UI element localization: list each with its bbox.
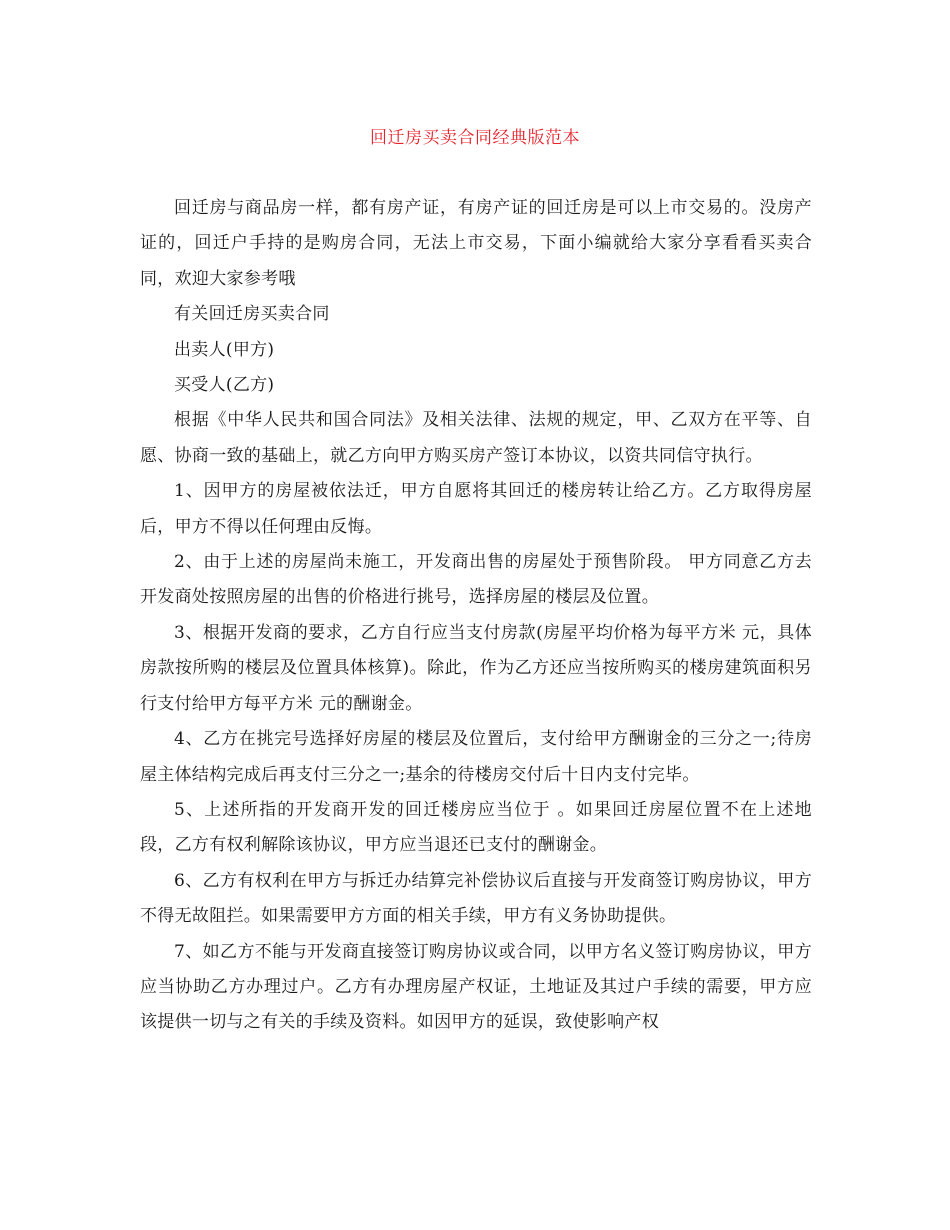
clause-1: 1、因甲方的房屋被依法迁，甲方自愿将其回迁的楼房转让给乙方。乙方取得房屋后，甲方不得以任何理由反悔。 xyxy=(140,481,812,537)
contract-heading: 有关回迁房买卖合同 xyxy=(174,304,330,325)
clause-4: 4、乙方在挑完号选择好房屋的楼层及位置后，支付给甲方酬谢金的三分之一;待房屋主体结构完成后再支付三分之一;基余的待楼房交付后十日内支付完毕。 xyxy=(140,729,812,785)
clause-2: 2、由于上述的房屋尚未施工，开发商出售的房屋处于预售阶段。 甲方同意乙方去开发商处按照房屋的出售的价格进行挑号，选择房屋的楼层及位置。 xyxy=(140,552,812,608)
clause-3: 3、根据开发商的要求，乙方自行应当支付房款(房屋平均价格为每平方米 元，具体房款按所购的楼层及位置具体核算)。除此，作为乙方还应当按所购买的楼房建筑面积另行支付给甲方每平方米 元的酬谢金。 xyxy=(140,622,812,714)
clause-5: 5、上述所指的开发商开发的回迁楼房应当位于 。如果回迁房屋位置不在上述地段，乙方有权利解除该协议，甲方应当退还已支付的酬谢金。 xyxy=(140,799,812,856)
buyer-line: 买受人(乙方) xyxy=(174,375,275,396)
clause-6: 6、乙方有权利在甲方与拆迁办结算完补偿协议后直接与开发商签订购房协议，甲方不得无故阻拦。如果需要甲方方面的相关手续，甲方有义务协助提供。 xyxy=(140,870,812,927)
preamble-paragraph: 根据《中华人民共和国合同法》及相关法律、法规的规定，甲、乙双方在平等、自愿、协商一致的基础上，就乙方向甲方购买房产签订本协议，以资共同信守执行。 xyxy=(140,410,812,466)
document-body xyxy=(140,191,812,1041)
intro-paragraph: 回迁房与商品房一样，都有房产证，有房产证的回迁房是可以上市交易的。没房产证的，回迁户手持的是购房合同，无法上市交易，下面小编就给大家分享看看买卖合同，欢迎大家参考哦 xyxy=(140,198,812,289)
seller-line: 出卖人(甲方) xyxy=(174,339,275,360)
clause-7: 7、如乙方不能与开发商直接签订购房协议或合同，以甲方名义签订购房协议，甲方应当协助乙方办理过户。乙方有办理房屋产权证，土地证及其过户手续的需要，甲方应该提供一切与之有关的手续及资料。如因甲方的延误，致使影响产权 xyxy=(140,941,812,1033)
document-title: 回迁房买卖合同经典版范本 xyxy=(370,128,580,148)
